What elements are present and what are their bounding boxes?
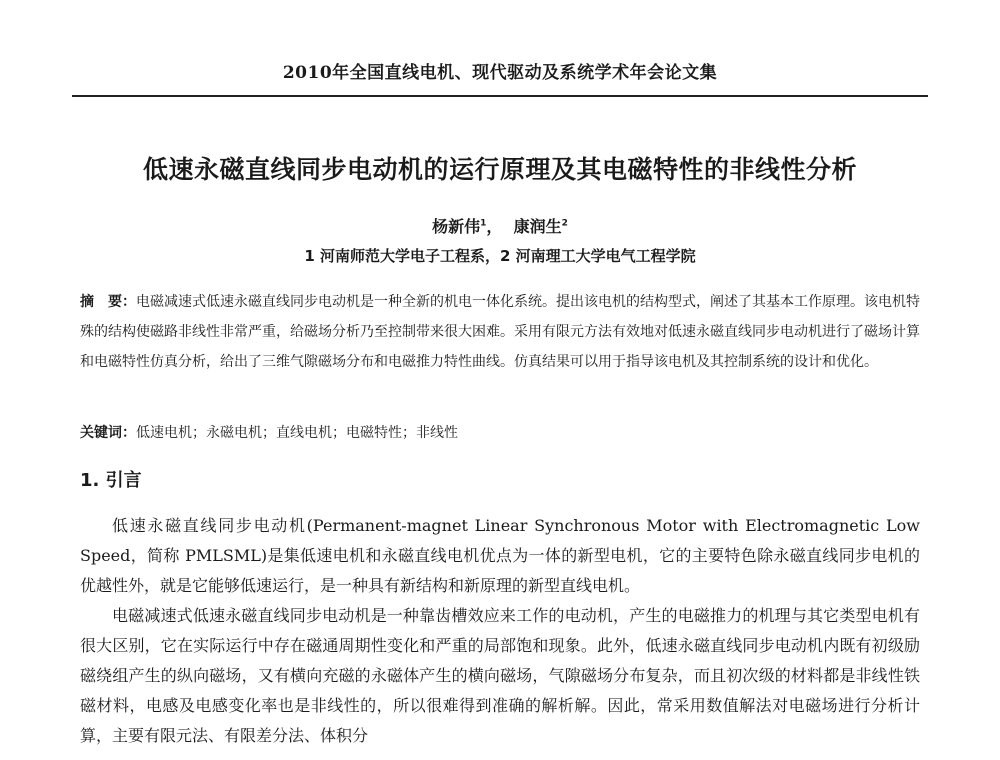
paper-title: 低速永磁直线同步电动机的运行原理及其电磁特性的非线性分析 [142, 155, 857, 184]
author-affiliation-mark: 1 [480, 218, 487, 229]
abstract-label: 摘 要： [80, 294, 136, 310]
abstract [80, 287, 920, 377]
author-name: 杨新伟 [432, 217, 481, 236]
affiliations: 1 河南师范大学电子工程系，2 河南理工大学电气工程学院 [304, 247, 696, 265]
body-paragraph: 电磁减速式低速永磁直线同步电动机是一种靠齿槽效应来工作的电动机，产生的电磁推力的机理与其它类型电机有很大区别，它在实际运行中存在磁通周期性变化和严重的局部饱和现象。此外，低速永磁直线同步电动机内既有初级励磁绕组产生的纵向磁场，又有横向充磁的永磁体产生的横向磁场，气隙磁场分布复杂，而且初次级的材料都是非线性铁磁材料，电感及电感变化率也是非线性的，所以很难得到准确的解析解。因此，常采用数值解法对电磁场进行分析计算，主要有限元法、有限差分法、体积分 [80, 606, 920, 745]
keywords-text: 低速电机；永磁电机；直线电机；电磁特性；非线性 [136, 425, 458, 441]
author-line [0, 214, 1000, 237]
body-paragraph: 低速永磁直线同步电动机(Permanent-magnet Linear Synchronous Motor with Electromagnetic Low Speed，简称 PMLSML)是集低速电机和永磁直线电机优点为一体的新型电机，它的主要特色除永磁直线同步电机的优越性外，就是它能够低速运行，是一种具有新结构和新原理的新型直线电机。 [80, 516, 920, 595]
author-separator: ， [486, 217, 503, 236]
abstract-text: 电磁减速式低速永磁直线同步电动机是一种全新的机电一体化系统。提出该电机的结构型式，阐述了其基本工作原理。该电机特殊的结构使磁路非线性非常严重，给磁场分析乃至控制带来很大困难。采用有限元方法有效地对低速永磁直线同步电动机进行了磁场计算和电磁特性仿真分析，给出了三维气隙磁场分布和电磁推力特性曲线。仿真结果可以用于指导该电机及其控制系统的设计和优化。 [80, 294, 920, 370]
section-heading-introduction: 1. 引言 [80, 470, 142, 491]
keywords [80, 422, 920, 442]
running-header: 2010年全国直线电机、现代驱动及系统学术年会论文集 [282, 63, 718, 83]
section-body [80, 511, 920, 751]
author-name: 康润生 [513, 217, 562, 236]
author-affiliation-mark: 2 [561, 218, 568, 229]
header-rule [72, 95, 928, 97]
keywords-label: 关键词： [80, 425, 136, 441]
